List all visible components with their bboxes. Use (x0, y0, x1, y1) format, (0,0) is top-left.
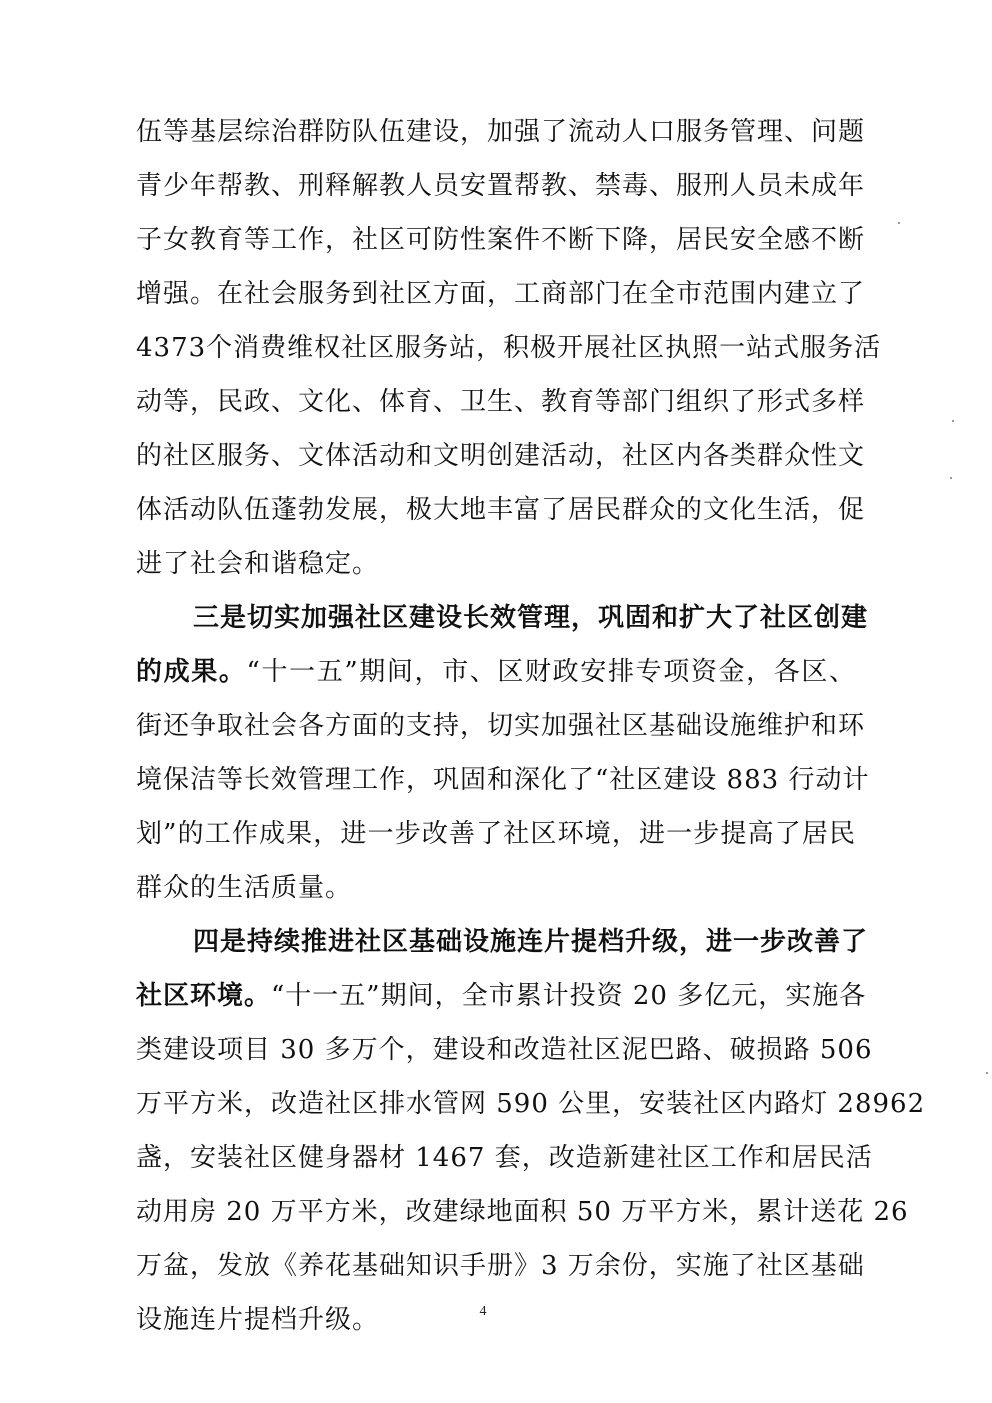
text-line: 盏，安装社区健身器材 1467 套，改造新建社区工作和居民活 (136, 1143, 873, 1173)
text-line: 动等，民政、文化、体育、卫生、教育等部门组织了形式多样 (136, 387, 866, 417)
text-fragment: “十一五”期间，市、区财政安排专项资金，各区、 (246, 657, 856, 687)
text-line: 万平方米，改造社区排水管网 590 公里，安装社区内路灯 28962 (136, 1089, 926, 1119)
scan-speck (898, 222, 900, 224)
text-line: 4373个消费维权社区服务站，积极开展社区执照一站式服务活 (136, 333, 882, 363)
scan-speck (986, 1072, 988, 1074)
text-line: 增强。在社会服务到社区方面，工商部门在全市范围内建立了 (136, 279, 866, 309)
text-line: 动用房 20 万平方米，改建绿地面积 50 万平方米，累计送花 26 (136, 1197, 909, 1227)
scan-speck (952, 420, 954, 422)
text-fragment: “十一五”期间，全市累计投资 20 多亿元，实施各 (271, 981, 867, 1011)
text-line (136, 645, 856, 699)
text-line: 子女教育等工作，社区可防性案件不断下降，居民安全感不断 (136, 225, 866, 255)
scan-speck (950, 477, 952, 479)
text-line (136, 969, 867, 1023)
paragraph-community-security-services (136, 105, 882, 591)
text-line: 街还争取社会各方面的支持，切实加强社区基础设施维护和环 (136, 711, 866, 741)
body-text (136, 105, 926, 1347)
text-line: 的社区服务、文体活动和文明创建活动，社区内各类群众性文 (136, 441, 866, 471)
text-line: 群众的生活质量。 (136, 873, 353, 903)
text-line: 体活动队伍蓬勃发展，极大地丰富了居民群众的文化生活，促 (136, 495, 866, 525)
text-line: 万盆，发放《养花基础知识手册》3 万余份，实施了社区基础 (136, 1251, 865, 1281)
text-line: 伍等基层综治群防队伍建设，加强了流动人口服务管理、问题 (136, 117, 866, 147)
paragraph-long-term-management (136, 591, 870, 915)
paragraph-heading: 三是切实加强社区建设长效管理，巩固和扩大了社区创建 (193, 603, 869, 633)
text-line: 划”的工作成果，进一步改善了社区环境，进一步提高了居民 (136, 819, 856, 849)
text-line: 进了社会和谐稳定。 (136, 549, 380, 579)
paragraph-heading-end: 社区环境。 (136, 981, 272, 1011)
text-line: 类建设项目 30 多万个，建设和改造社区泥巴路、破损路 506 (136, 1035, 873, 1065)
paragraph-heading: 四是持续推进社区基础设施连片提档升级，进一步改善了 (193, 927, 869, 957)
page-number: 4 (479, 1304, 487, 1319)
text-line: 设施连片提档升级。 (136, 1305, 380, 1335)
paragraph-infrastructure-upgrade (136, 915, 926, 1347)
text-line: 青少年帮教、刑释解教人员安置帮教、禁毒、服刑人员未成年 (136, 171, 866, 201)
paragraph-heading-end: 的成果。 (136, 657, 247, 687)
text-line: 境保洁等长效管理工作，巩固和深化了“社区建设 883 行动计 (136, 765, 870, 795)
